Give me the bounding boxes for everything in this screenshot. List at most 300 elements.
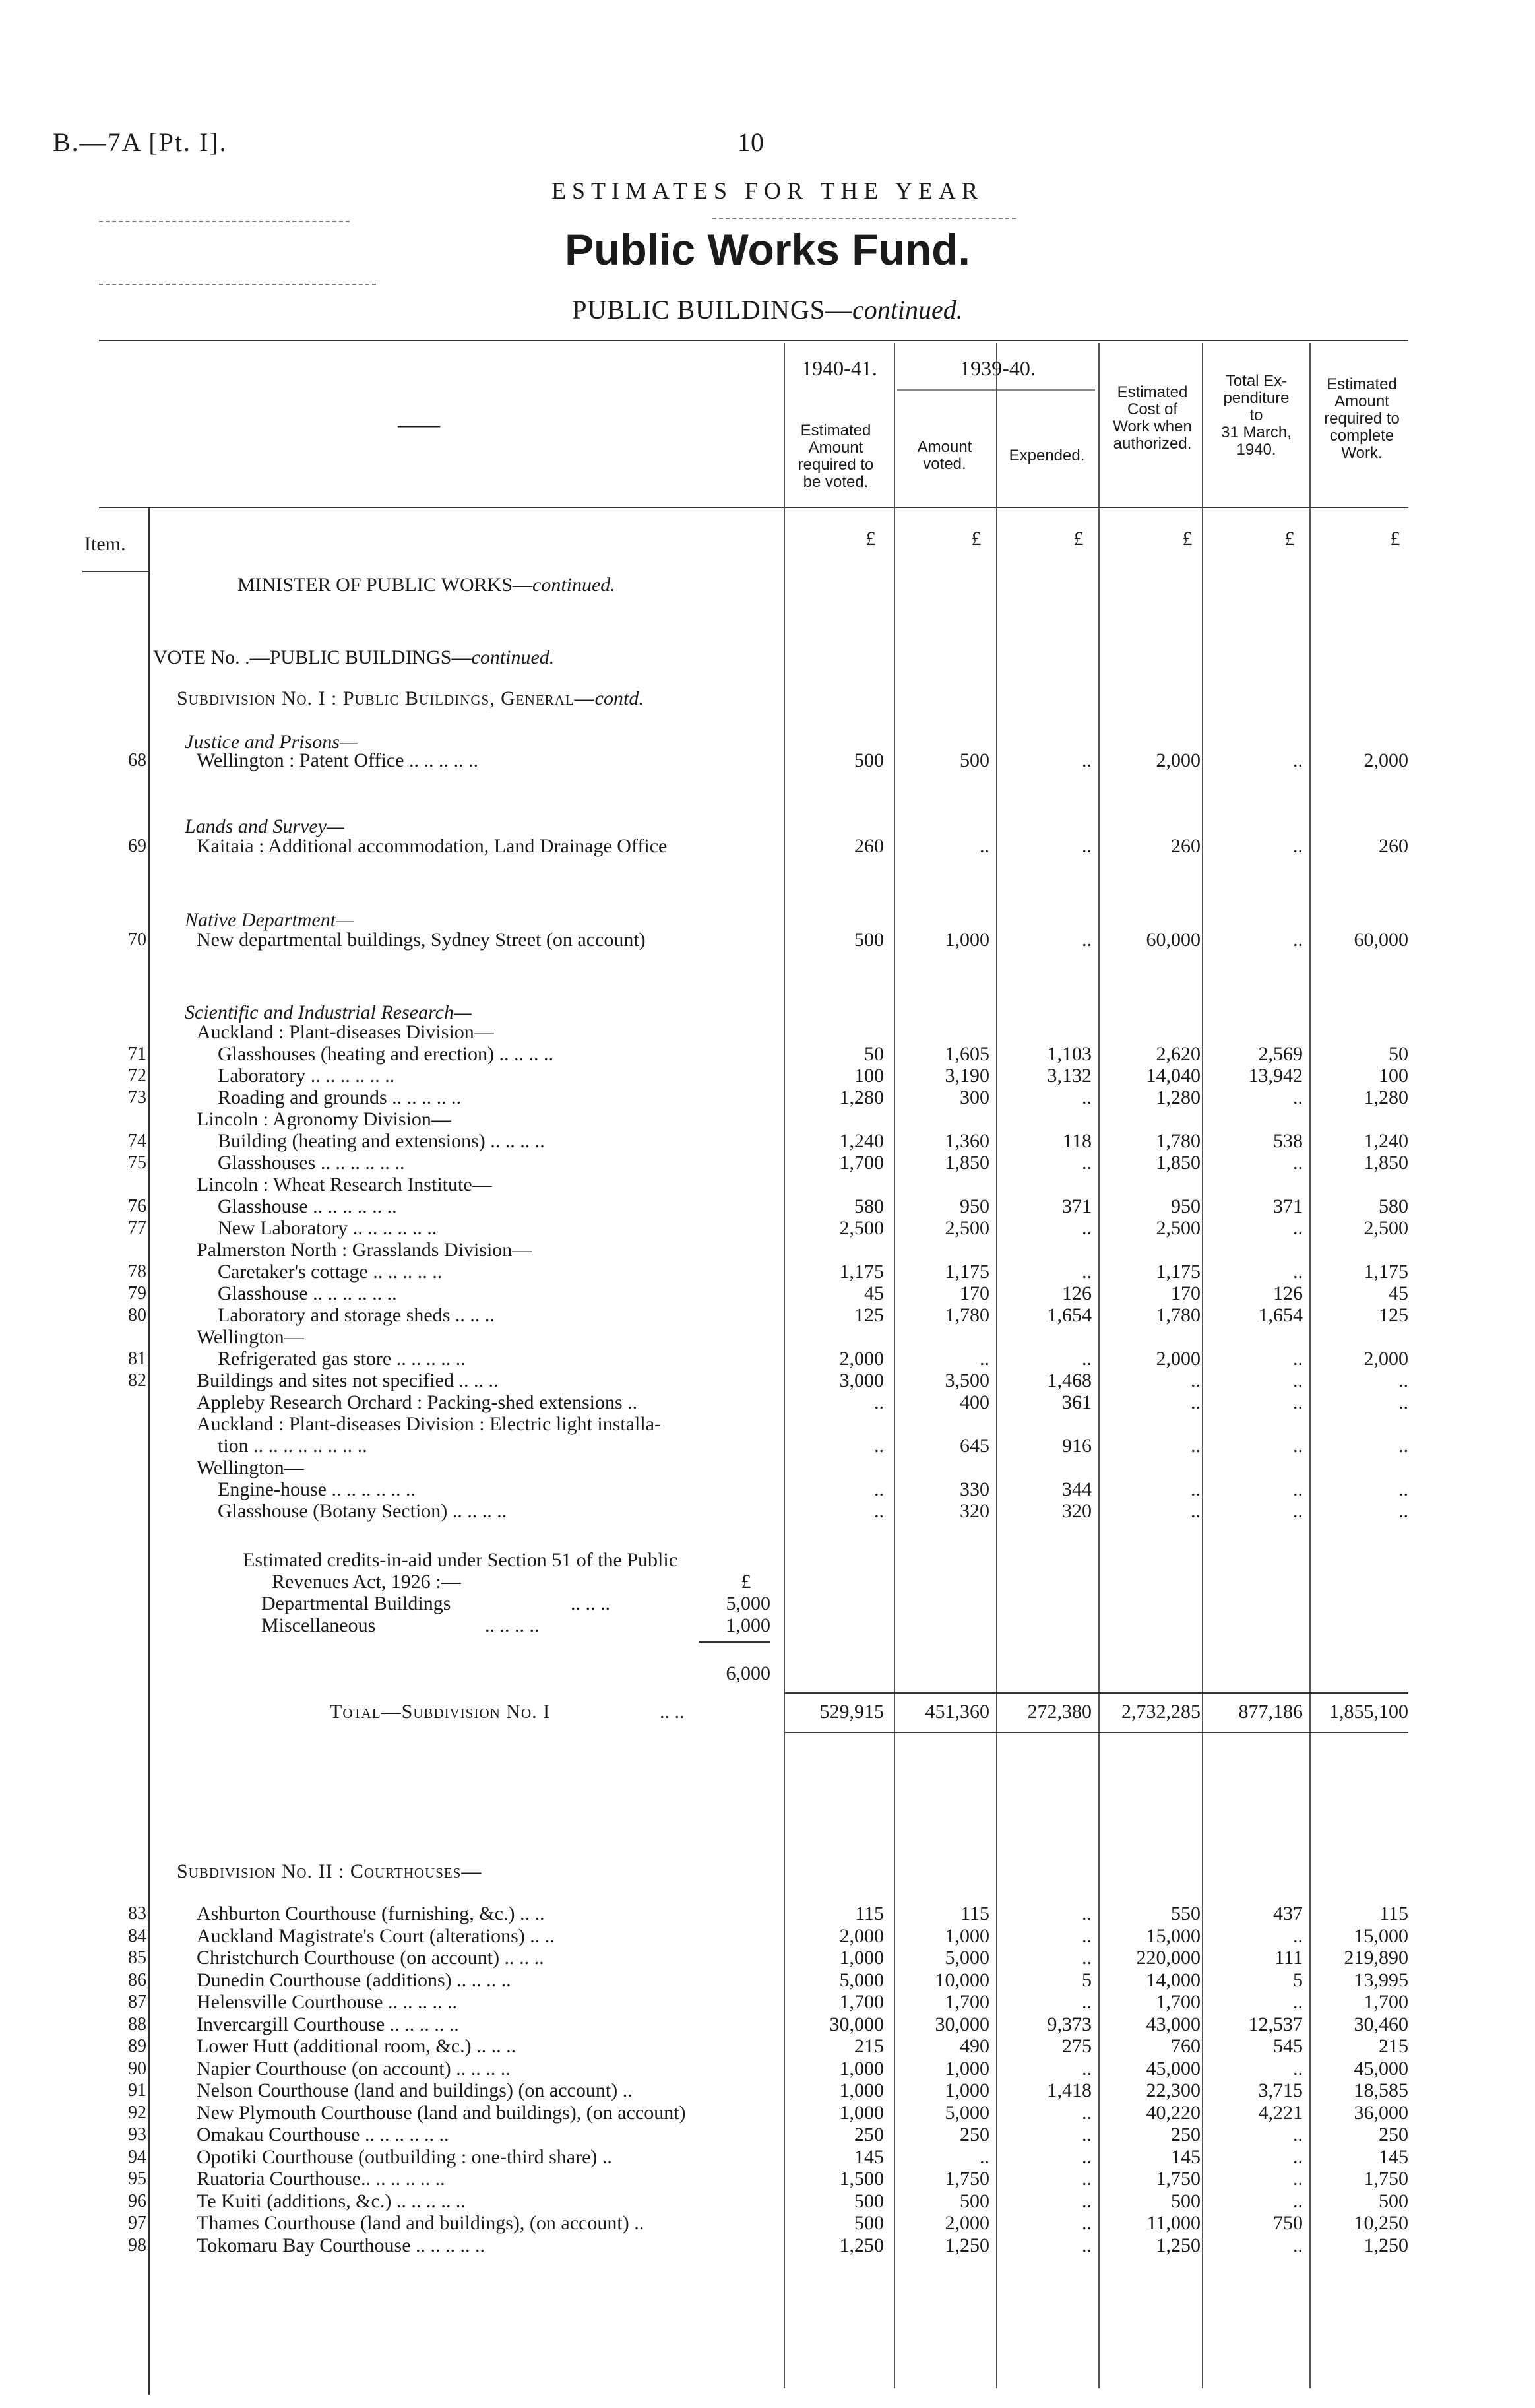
column-rule bbox=[996, 343, 997, 2388]
leader-dots: .. .. .. .. .. bbox=[391, 1348, 466, 1370]
cell-value: 126 bbox=[1273, 1283, 1303, 1304]
item-number: 92 bbox=[128, 2102, 146, 2123]
cell-value: .. bbox=[1082, 929, 1092, 951]
cell-value: 12,537 bbox=[1248, 2013, 1303, 2035]
credits-misc-dots: .. .. .. .. bbox=[485, 1614, 540, 1636]
cell-value: 14,000 bbox=[1146, 1969, 1201, 1991]
cell-value: 2,620 bbox=[1156, 1043, 1201, 1065]
row-description: Napier Courthouse (on account) .. .. .. .. bbox=[197, 2057, 511, 2079]
cell-value: 500 bbox=[854, 749, 884, 771]
cell-value: 580 bbox=[854, 1195, 884, 1217]
section-title bbox=[0, 294, 1535, 325]
cell-value: 1,175 bbox=[945, 1261, 989, 1283]
column-header-line: authorized. bbox=[1113, 435, 1192, 453]
cell-value: 2,500 bbox=[1363, 1217, 1408, 1239]
row-description: New Laboratory .. .. .. .. .. .. bbox=[218, 1217, 437, 1239]
cell-value: 1,750 bbox=[1156, 2168, 1201, 2190]
credits-intro-line-1: Estimated credits-in-aid under Section 51 of the Public bbox=[243, 1549, 678, 1571]
cell-value: 250 bbox=[960, 2124, 989, 2145]
cell-value: 400 bbox=[960, 1391, 989, 1413]
cell-value: 550 bbox=[1171, 1903, 1201, 1924]
cell-value: 13,942 bbox=[1248, 1065, 1303, 1087]
cell-value: 500 bbox=[854, 2212, 884, 2234]
decorative-rule bbox=[99, 221, 350, 222]
cell-value: .. bbox=[1191, 1391, 1201, 1413]
cell-value: 1,000 bbox=[839, 2101, 884, 2124]
leader-dots: .. .. .. bbox=[453, 1370, 499, 1391]
stub-dash: —— bbox=[398, 412, 440, 436]
cell-value: 1,850 bbox=[945, 1152, 989, 1174]
cell-value: .. bbox=[1082, 2190, 1092, 2212]
cell-value: .. bbox=[1191, 1500, 1201, 1522]
cell-value: 14,040 bbox=[1146, 1065, 1201, 1087]
row-description: Lincoln : Wheat Research Institute— bbox=[197, 1174, 492, 1195]
total-subdivision-1-dots: .. .. bbox=[660, 1701, 685, 1723]
item-number: 80 bbox=[128, 1305, 146, 1325]
subdivision-1-heading-continued: contd. bbox=[594, 687, 644, 709]
row-description: Appleby Research Orchard : Packing-shed extensions .. bbox=[197, 1391, 638, 1413]
row-description: tion .. .. .. .. .. .. .. .. bbox=[218, 1435, 367, 1457]
cell-value: 2,500 bbox=[1156, 1217, 1201, 1239]
cell-value: 15,000 bbox=[1146, 1924, 1201, 1947]
cell-value: .. bbox=[1191, 1435, 1201, 1457]
cell-value: .. bbox=[1293, 1478, 1303, 1500]
row-description: Laboratory .. .. .. .. .. .. bbox=[218, 1065, 395, 1087]
cell-value: 2,569 bbox=[1258, 1043, 1303, 1065]
cell-value: 320 bbox=[1062, 1500, 1092, 1522]
pound-sign: £ bbox=[865, 528, 876, 550]
cell-value: 580 bbox=[1379, 1195, 1408, 1217]
leader-dots: .. .. .. .. .. bbox=[410, 2234, 486, 2256]
row-description: Glasshouse .. .. .. .. .. .. bbox=[218, 1195, 397, 1217]
cell-value: 1,700 bbox=[839, 1991, 884, 2013]
leader-dots: .. .. .. .. .. .. bbox=[307, 1283, 397, 1304]
cell-value: .. bbox=[1293, 929, 1303, 951]
cell-value: 1,240 bbox=[1363, 1130, 1408, 1152]
cell-value: 50 bbox=[1389, 1043, 1408, 1065]
cell-value: 950 bbox=[1171, 1195, 1201, 1217]
column-header-2 bbox=[894, 439, 995, 473]
column-rule bbox=[894, 343, 895, 2388]
row-description: Lower Hutt (additional room, &c.) .. .. .. bbox=[197, 2035, 517, 2057]
cell-value: 15,000 bbox=[1354, 1924, 1408, 1947]
row-description: Invercargill Courthouse .. .. .. .. .. bbox=[197, 2013, 459, 2035]
cell-value: 45 bbox=[1389, 1283, 1408, 1304]
subdivision-1-heading-main: Subdivision No. I : Public Buildings, General— bbox=[177, 687, 595, 709]
item-number: 93 bbox=[128, 2124, 146, 2145]
cell-value: 500 bbox=[854, 929, 884, 951]
cell-value: 3,715 bbox=[1258, 2079, 1303, 2101]
total-bottom-rule bbox=[785, 1732, 1408, 1733]
cell-value: 437 bbox=[1273, 1903, 1303, 1924]
cell-value: 950 bbox=[960, 1195, 989, 1217]
item-number: 76 bbox=[128, 1196, 146, 1217]
cell-value: 11,000 bbox=[1146, 2212, 1201, 2234]
row-description: Nelson Courthouse (land and buildings) (on account) .. bbox=[197, 2079, 633, 2101]
cell-value: 2,000 bbox=[1363, 1348, 1408, 1370]
credits-departmental-dots: .. .. .. bbox=[571, 1593, 610, 1614]
cell-value: 1,700 bbox=[1363, 1991, 1408, 2013]
leader-dots: .. .. .. .. .. bbox=[387, 1087, 462, 1108]
cell-value: 5,000 bbox=[945, 1947, 989, 1969]
cell-value: 1,240 bbox=[839, 1130, 884, 1152]
column-header-line: required to bbox=[1324, 410, 1400, 428]
credits-misc-label: Miscellaneous bbox=[261, 1614, 376, 1636]
cell-value: 36,000 bbox=[1354, 2101, 1408, 2124]
row-description: Glasshouse (Botany Section) .. .. .. .. bbox=[218, 1500, 507, 1522]
group-native: Native Department— bbox=[185, 909, 354, 931]
cell-value: 538 bbox=[1273, 1130, 1303, 1152]
header-bottom-rule bbox=[99, 507, 1408, 508]
column-header-line: 31 March, bbox=[1221, 424, 1292, 441]
item-number: 74 bbox=[128, 1131, 146, 1151]
credits-misc-value: 1,000 bbox=[726, 1614, 770, 1636]
cell-value: 1,780 bbox=[1156, 1130, 1201, 1152]
cell-value: 2,500 bbox=[945, 1217, 989, 1239]
item-number: 70 bbox=[128, 930, 146, 950]
total-value: 877,186 bbox=[1238, 1701, 1303, 1723]
cell-value: .. bbox=[1082, 1087, 1092, 1108]
cell-value: 2,000 bbox=[1156, 749, 1201, 771]
leader-dots: .. bbox=[597, 2145, 612, 2168]
cell-value: 215 bbox=[1379, 2035, 1408, 2057]
cell-value: 320 bbox=[960, 1500, 989, 1522]
row-description: Dunedin Courthouse (additions) .. .. .. .. bbox=[197, 1969, 511, 1991]
column-header-4 bbox=[1098, 384, 1206, 453]
cell-value: 125 bbox=[1379, 1304, 1408, 1326]
cell-value: .. bbox=[1398, 1500, 1408, 1522]
group-lands: Lands and Survey— bbox=[185, 815, 344, 837]
cell-value: .. bbox=[1398, 1391, 1408, 1413]
cell-value: .. bbox=[1082, 2145, 1092, 2168]
cell-value: 126 bbox=[1062, 1283, 1092, 1304]
total-value: 529,915 bbox=[819, 1701, 884, 1723]
cell-value: 2,000 bbox=[839, 1348, 884, 1370]
column-header-line: Work when bbox=[1113, 418, 1192, 435]
item-number: 82 bbox=[128, 1370, 146, 1391]
item-number: 71 bbox=[128, 1044, 146, 1064]
cell-value: 2,000 bbox=[945, 2212, 989, 2234]
pound-sign: £ bbox=[971, 528, 982, 550]
cell-value: 3,132 bbox=[1047, 1065, 1092, 1087]
column-header-line: 1940. bbox=[1236, 441, 1276, 459]
cell-value: 22,300 bbox=[1146, 2079, 1201, 2101]
item-number: 88 bbox=[128, 2013, 146, 2035]
section-title-continued: continued. bbox=[852, 295, 963, 325]
cell-value: 45,000 bbox=[1146, 2057, 1201, 2079]
header-top-rule bbox=[99, 340, 1408, 341]
cell-value: 145 bbox=[1379, 2145, 1408, 2168]
item-number: 75 bbox=[128, 1153, 146, 1173]
cell-value: .. bbox=[980, 2145, 989, 2168]
cell-value: 60,000 bbox=[1146, 929, 1201, 951]
cell-value: 43,000 bbox=[1146, 2013, 1201, 2035]
cell-value: 5,000 bbox=[839, 1969, 884, 1991]
total-value: 2,732,285 bbox=[1121, 1701, 1201, 1723]
cell-value: 1,780 bbox=[1156, 1304, 1201, 1326]
total-subdivision-1-label: Total—Subdivision No. I bbox=[330, 1701, 551, 1723]
row-description: New departmental buildings, Sydney Street (on account) bbox=[197, 929, 646, 951]
total-value: 272,380 bbox=[1027, 1701, 1092, 1723]
cell-value: .. bbox=[874, 1478, 884, 1500]
cell-value: 3,000 bbox=[839, 1370, 884, 1391]
cell-value: .. bbox=[1398, 1478, 1408, 1500]
row-description: Auckland : Plant-diseases Division : Electric light installa- bbox=[197, 1413, 662, 1435]
item-number: 90 bbox=[128, 2058, 146, 2079]
cell-value: 371 bbox=[1062, 1195, 1092, 1217]
cell-value: 2,000 bbox=[839, 1924, 884, 1947]
row-description: Caretaker's cottage .. .. .. .. .. bbox=[218, 1261, 443, 1283]
cell-value: .. bbox=[1293, 2145, 1303, 2168]
row-description: Auckland : Plant-diseases Division— bbox=[197, 1021, 494, 1043]
cell-value: 5 bbox=[1293, 1969, 1303, 1991]
cell-value: 1,175 bbox=[839, 1261, 884, 1283]
credits-departmental-label: Departmental Buildings bbox=[261, 1593, 451, 1614]
page-number: 10 bbox=[737, 127, 764, 157]
leader-dots: .. .. .. .. .. bbox=[362, 1217, 437, 1239]
cell-value: .. bbox=[1293, 2057, 1303, 2079]
cell-value: 1,280 bbox=[1156, 1087, 1201, 1108]
leader-dots: .. .. .. .. .. bbox=[385, 2013, 459, 2035]
item-column-rule bbox=[148, 508, 150, 2395]
row-description: Opotiki Courthouse (outbuilding : one-third share) .. bbox=[197, 2145, 612, 2168]
column-header-1 bbox=[782, 422, 890, 491]
cell-value: 2,500 bbox=[839, 1217, 884, 1239]
cell-value: 500 bbox=[1379, 2190, 1408, 2212]
cell-value: .. bbox=[1293, 1435, 1303, 1457]
credits-intro-line-2: Revenues Act, 1926 :— bbox=[272, 1571, 461, 1593]
cell-value: .. bbox=[980, 835, 989, 857]
group-justice: Justice and Prisons— bbox=[185, 731, 358, 753]
column-rule bbox=[1098, 343, 1100, 2388]
cell-value: 1,250 bbox=[1363, 2234, 1408, 2256]
leader-dots: .. .. .. .. .. .. bbox=[305, 1065, 395, 1087]
cell-value: 371 bbox=[1273, 1195, 1303, 1217]
leader-dots: .. .. bbox=[524, 1924, 555, 1947]
column-header-line: Estimated bbox=[1327, 375, 1397, 393]
column-rule bbox=[1202, 343, 1203, 2388]
leader-dots: .. .. .. bbox=[471, 2035, 517, 2057]
leader-dots: .. .. .. .. bbox=[494, 1043, 554, 1065]
cell-value: 1,000 bbox=[945, 2079, 989, 2101]
cell-value: 3,500 bbox=[945, 1370, 989, 1391]
column-header-line: Cost of bbox=[1127, 400, 1178, 418]
pound-sign: £ bbox=[1182, 528, 1193, 550]
item-number: 69 bbox=[128, 836, 146, 856]
cell-value: 300 bbox=[960, 1087, 989, 1108]
cell-value: .. bbox=[1082, 2057, 1092, 2079]
cell-value: 330 bbox=[960, 1478, 989, 1500]
cell-value: 1,750 bbox=[945, 2168, 989, 2190]
cell-value: 1,250 bbox=[839, 2234, 884, 2256]
fund-title: Public Works Fund. bbox=[565, 225, 970, 274]
total-top-rule bbox=[785, 1692, 1408, 1694]
item-number: 85 bbox=[128, 1948, 146, 1968]
item-number: 72 bbox=[128, 1065, 146, 1086]
pound-sign: £ bbox=[1284, 528, 1295, 550]
row-description: Buildings and sites not specified .. .. .. bbox=[197, 1370, 499, 1391]
row-description: Ruatoria Courthouse.. .. .. .. .. .. bbox=[197, 2168, 445, 2190]
cell-value: .. bbox=[1293, 1261, 1303, 1283]
row-description: Engine-house .. .. .. .. .. .. bbox=[218, 1478, 416, 1500]
column-header-line: Total Ex- bbox=[1225, 372, 1288, 390]
row-description: Christchurch Courthouse (on account) .. .. .. bbox=[197, 1947, 544, 1969]
row-description: Wellington— bbox=[197, 1326, 304, 1348]
column-header-line: Amount bbox=[917, 438, 972, 456]
cell-value: 30,000 bbox=[935, 2013, 989, 2035]
cell-value: .. bbox=[874, 1391, 884, 1413]
cell-value: 13,995 bbox=[1354, 1969, 1408, 1991]
document-reference: B.—7A [Pt. I]. bbox=[53, 127, 228, 157]
row-description: Refrigerated gas store .. .. .. .. .. bbox=[218, 1348, 466, 1370]
cell-value: 1,000 bbox=[945, 1924, 989, 1947]
cell-value: 250 bbox=[1171, 2124, 1201, 2145]
cell-value: 1,418 bbox=[1047, 2079, 1092, 2101]
leader-dots: .. bbox=[622, 1391, 638, 1413]
cell-value: .. bbox=[1293, 749, 1303, 771]
leader-dots: .. .. .. .. .. .. .. .. bbox=[248, 1435, 367, 1457]
row-description: Auckland Magistrate's Court (alterations) .. .. bbox=[197, 1924, 555, 1947]
item-number: 89 bbox=[128, 2036, 146, 2056]
total-value: 451,360 bbox=[925, 1701, 989, 1723]
cell-value: .. bbox=[1082, 2101, 1092, 2124]
section-title-main: PUBLIC BUILDINGS— bbox=[572, 295, 853, 325]
cell-value: 1,654 bbox=[1258, 1304, 1303, 1326]
col-year-1940: 1940-41. bbox=[801, 356, 877, 380]
cell-value: .. bbox=[1082, 1947, 1092, 1969]
column-header-line: Work. bbox=[1341, 444, 1383, 462]
cell-value: .. bbox=[1293, 1348, 1303, 1370]
leader-dots: .. bbox=[629, 2212, 644, 2234]
column-rule bbox=[1309, 343, 1311, 2388]
leader-dots: .. .. .. .. bbox=[451, 2057, 511, 2079]
cell-value: 260 bbox=[1379, 835, 1408, 857]
row-description: Ashburton Courthouse (furnishing, &c.) .. .. bbox=[197, 1903, 545, 1924]
column-header-line: Expended. bbox=[1009, 447, 1085, 464]
cell-value: 219,890 bbox=[1344, 1947, 1408, 1969]
cell-value: 9,373 bbox=[1047, 2013, 1092, 2035]
credits-total: 6,000 bbox=[726, 1663, 770, 1684]
cell-value: 30,460 bbox=[1354, 2013, 1408, 2035]
column-header-line: complete bbox=[1329, 427, 1394, 445]
cell-value: 500 bbox=[1171, 2190, 1201, 2212]
cell-value: 490 bbox=[960, 2035, 989, 2057]
cell-value: .. bbox=[1293, 1991, 1303, 2013]
leader-dots: .. .. .. .. bbox=[451, 1969, 511, 1991]
cell-value: 100 bbox=[1379, 1065, 1408, 1087]
item-number: 91 bbox=[128, 2080, 146, 2101]
cell-value: 1,280 bbox=[839, 1087, 884, 1108]
cell-value: .. bbox=[1293, 2234, 1303, 2256]
cell-value: .. bbox=[1082, 1348, 1092, 1370]
cell-value: .. bbox=[874, 1435, 884, 1457]
leader-dots: .. .. .. .. .. bbox=[383, 1991, 457, 2013]
pound-sign: £ bbox=[1073, 528, 1084, 550]
cell-value: 1,000 bbox=[839, 2079, 884, 2101]
item-number: 68 bbox=[128, 750, 146, 771]
row-description: Wellington : Patent Office .. .. .. .. .. bbox=[197, 749, 478, 771]
vote-heading bbox=[153, 647, 554, 669]
row-description: Kaitaia : Additional accommodation, Land Drainage Office bbox=[197, 835, 668, 857]
item-number: 78 bbox=[128, 1261, 146, 1282]
item-number: 94 bbox=[128, 2146, 146, 2167]
cell-value: 1,360 bbox=[945, 1130, 989, 1152]
cell-value: 145 bbox=[854, 2145, 884, 2168]
cell-value: 10,250 bbox=[1354, 2212, 1408, 2234]
cell-value: 361 bbox=[1062, 1391, 1092, 1413]
credits-pound-sign: £ bbox=[741, 1571, 751, 1593]
row-description: Lincoln : Agronomy Division— bbox=[197, 1108, 451, 1130]
item-number: 84 bbox=[128, 1925, 146, 1946]
cell-value: 1,000 bbox=[945, 929, 989, 951]
column-header-line: Estimated bbox=[800, 422, 871, 439]
row-description: Laboratory and storage sheds .. .. .. bbox=[218, 1304, 495, 1326]
row-description: Te Kuiti (additions, &c.) .. .. .. .. .. bbox=[197, 2190, 466, 2212]
row-description: Glasshouses (heating and erection) .. .. .. .. bbox=[218, 1043, 554, 1065]
cell-value: 111 bbox=[1274, 1947, 1303, 1969]
cell-value: 1,000 bbox=[839, 1947, 884, 1969]
cell-value: .. bbox=[1082, 2212, 1092, 2234]
cell-value: .. bbox=[1293, 1370, 1303, 1391]
col-year-1939: 1939-40. bbox=[960, 356, 1036, 380]
cell-value: 100 bbox=[854, 1065, 884, 1087]
vote-heading-main: VOTE No. .—PUBLIC BUILDINGS— bbox=[153, 647, 472, 668]
cell-value: 1,103 bbox=[1047, 1043, 1092, 1065]
total-value: 1,855,100 bbox=[1329, 1701, 1408, 1723]
item-number: 97 bbox=[128, 2213, 146, 2233]
cell-value: 115 bbox=[1379, 1903, 1408, 1924]
cell-value: .. bbox=[1082, 835, 1092, 857]
leader-dots: .. .. .. .. .. bbox=[391, 2190, 466, 2212]
cell-value: 215 bbox=[854, 2035, 884, 2057]
cell-value: .. bbox=[1082, 1991, 1092, 2013]
minister-heading-continued: continued. bbox=[532, 574, 615, 596]
column-header-6 bbox=[1309, 376, 1414, 462]
cell-value: .. bbox=[1293, 1391, 1303, 1413]
leader-dots: .. .. .. .. .. bbox=[367, 1261, 443, 1283]
cell-value: 344 bbox=[1062, 1478, 1092, 1500]
item-column-label: Item. bbox=[84, 533, 126, 555]
column-header-line: voted. bbox=[923, 455, 966, 473]
item-number: 81 bbox=[128, 1348, 146, 1369]
cell-value: 1,000 bbox=[839, 2057, 884, 2079]
leader-dots: .. .. .. .. .. .. bbox=[360, 2124, 449, 2145]
cell-value: 170 bbox=[1171, 1283, 1201, 1304]
cell-value: 1,750 bbox=[1363, 2168, 1408, 2190]
item-label-rule bbox=[82, 571, 148, 572]
cell-value: 1,700 bbox=[1156, 1991, 1201, 2013]
item-number: 77 bbox=[128, 1218, 146, 1238]
decorative-rule bbox=[99, 284, 376, 285]
column-header-line: to bbox=[1249, 406, 1263, 424]
leader-dots: .. .. .. .. .. bbox=[404, 749, 478, 771]
cell-value: .. bbox=[980, 1348, 989, 1370]
leader-dots: .. .. .. .. bbox=[485, 1130, 545, 1152]
cell-value: 45,000 bbox=[1354, 2057, 1408, 2079]
cell-value: .. bbox=[1293, 1500, 1303, 1522]
leader-dots: .. .. .. .. .. .. bbox=[326, 1478, 416, 1500]
cell-value: 18,585 bbox=[1354, 2079, 1408, 2101]
cell-value: 1,280 bbox=[1363, 1087, 1408, 1108]
cell-value: .. bbox=[1293, 1217, 1303, 1239]
row-description: New Plymouth Courthouse (land and buildings), (on account) bbox=[197, 2101, 686, 2124]
cell-value: 50 bbox=[864, 1043, 884, 1065]
cell-value: 1,000 bbox=[945, 2057, 989, 2079]
cell-value: 1,850 bbox=[1363, 1152, 1408, 1174]
decorative-rule bbox=[712, 218, 1016, 219]
cell-value: .. bbox=[1082, 1217, 1092, 1239]
cell-value: 170 bbox=[960, 1283, 989, 1304]
